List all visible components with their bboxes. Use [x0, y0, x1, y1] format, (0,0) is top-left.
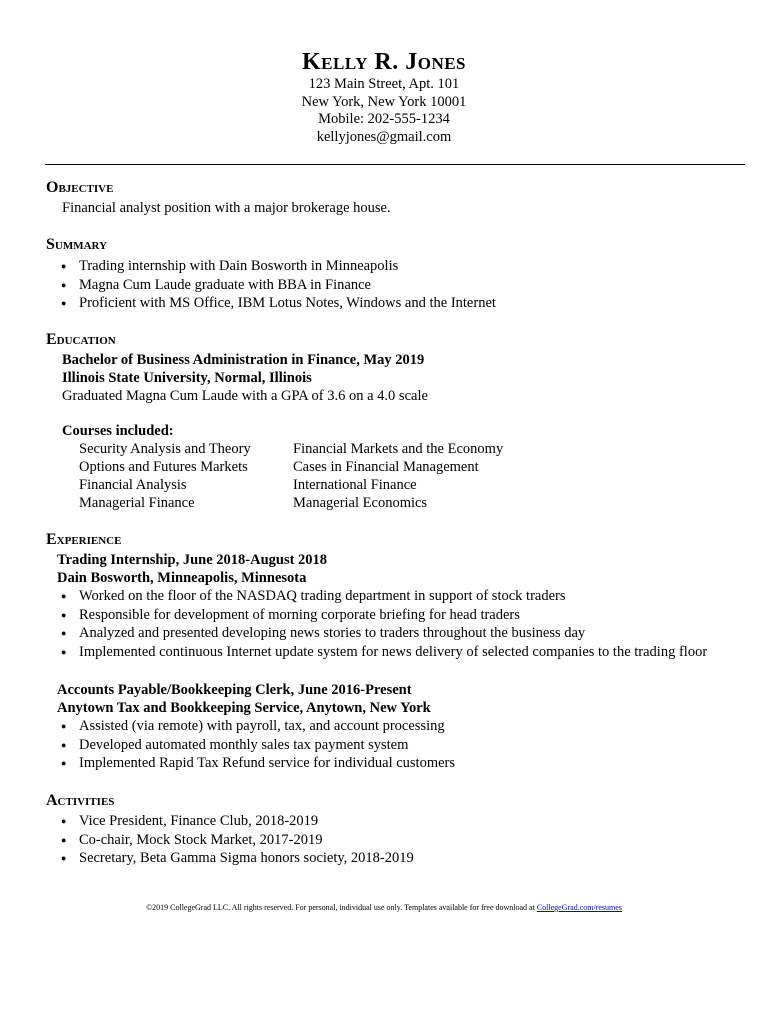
job-duties-list	[0, 717, 455, 773]
course-item: Managerial Economics	[293, 495, 428, 511]
job-company: Dain Bosworth, Minneapolis, Minnesota	[57, 570, 307, 586]
summary-list	[0, 257, 496, 313]
header-divider	[45, 164, 745, 165]
list-item: ● Magna Cum Laude graduate with BBA in Finance	[0, 276, 496, 295]
copyright-text: ©2019 CollegeGrad LLC. All rights reserved. For personal, individual use only. Templates available for free download at	[146, 903, 537, 912]
list-item: ● Vice President, Finance Club, 2018-2019	[0, 812, 414, 831]
list-item: ● Co-chair, Mock Stock Market, 2017-2019	[0, 831, 414, 850]
list-item: ● Implemented Rapid Tax Refund service for individual customers	[0, 754, 455, 773]
list-item: ● Worked on the floor of the NASDAQ trading department in support of stock traders	[0, 587, 707, 606]
list-item: ● Analyzed and presented developing news stories to traders throughout the business day	[0, 624, 707, 643]
list-item: ● Responsible for development of morning corporate briefing for head traders	[0, 606, 707, 625]
education-heading: Education	[46, 331, 116, 348]
list-item: ● Developed automated monthly sales tax payment system	[0, 736, 455, 755]
job-title: Accounts Payable/Bookkeeping Clerk, June 2016-Present	[57, 682, 412, 698]
courses-grid	[79, 440, 533, 512]
email-address: kellyjones@gmail.com	[316, 129, 452, 146]
experience-heading: Experience	[46, 531, 122, 548]
course-item: Security Analysis and Theory	[79, 441, 251, 457]
objective-heading: Objective	[46, 179, 114, 196]
collegegrad-link[interactable]: CollegeGrad.com/resumes	[536, 903, 622, 912]
course-item: Options and Futures Markets	[79, 459, 248, 475]
gpa-line: Graduated Magna Cum Laude with a GPA of 3.6 on a 4.0 scale	[62, 388, 428, 404]
street-address: 123 Main Street, Apt. 101	[308, 76, 460, 92]
job-title: Trading Internship, June 2018-August 2018	[57, 552, 328, 568]
copyright-footer	[0, 903, 768, 912]
degree: Bachelor of Business Administration in Finance, May 2019	[62, 352, 425, 368]
courses-label: Courses included:	[62, 423, 174, 439]
summary-heading: Summary	[46, 236, 108, 253]
course-item: Managerial Finance	[79, 495, 195, 511]
objective-text: Financial analyst position with a major brokerage house.	[62, 200, 391, 216]
list-item: ● Assisted (via remote) with payroll, tax, and account processing	[0, 717, 455, 736]
applicant-name: Kelly R. Jones	[301, 49, 467, 75]
activities-list	[0, 812, 414, 868]
job-company: Anytown Tax and Bookkeeping Service, Anytown, New York	[57, 700, 431, 716]
job-duties-list	[0, 587, 707, 661]
course-item: Financial Markets and the Economy	[293, 441, 504, 457]
activities-heading: Activities	[46, 792, 115, 809]
mobile-phone: Mobile: 202-555-1234	[318, 111, 450, 128]
list-item: ● Proficient with MS Office, IBM Lotus Notes, Windows and the Internet	[0, 294, 496, 313]
city-state-zip: New York, New York 10001	[301, 93, 467, 110]
course-item: Financial Analysis	[79, 477, 187, 493]
course-item: Cases in Financial Management	[293, 459, 479, 475]
resume-header	[0, 48, 768, 147]
course-item: International Finance	[293, 477, 417, 493]
school: Illinois State University, Normal, Illinois	[62, 370, 312, 386]
list-item: ● Implemented continuous Internet update system for news delivery of selected companies to the trading floor	[0, 643, 707, 662]
list-item: ● Trading internship with Dain Bosworth in Minneapolis	[0, 257, 496, 276]
list-item: ● Secretary, Beta Gamma Sigma honors society, 2018-2019	[0, 849, 414, 868]
